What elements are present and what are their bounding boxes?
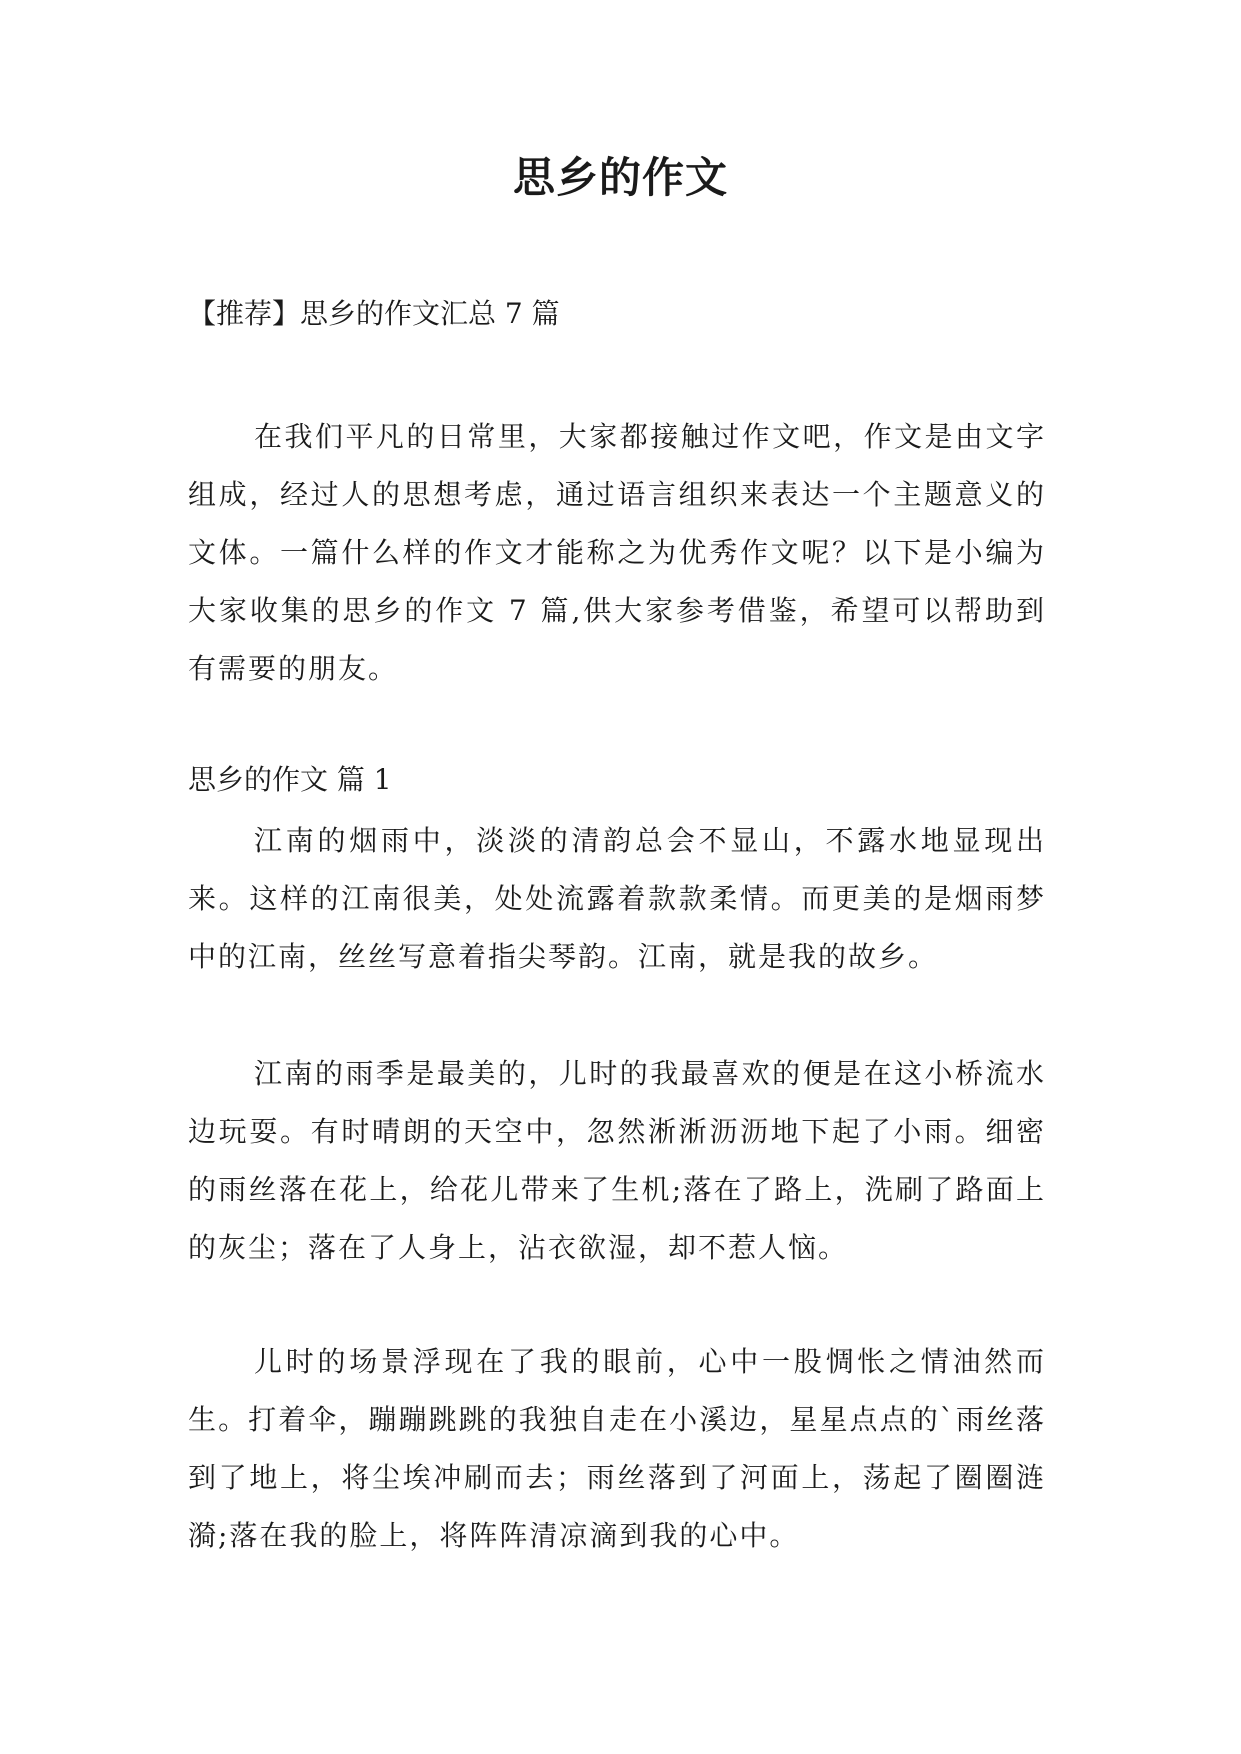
- body-paragraph: 江南的烟雨中，淡淡的清韵总会不显山，不露水地显现出来。这样的江南很美，处处流露着款款柔情。而更美的是烟雨梦中的江南，丝丝写意着指尖琴韵。江南，就是我的故乡。: [188, 824, 1046, 973]
- document-title: 思乡的作文: [512, 153, 728, 202]
- document-subtitle: 【推荐】思乡的作文汇总 7 篇: [188, 297, 560, 330]
- intro-paragraph: 在我们平凡的日常里，大家都接触过作文吧，作文是由文字组成，经过人的思想考虑，通过语言组织来表达一个主题意义的文体。一篇什么样的作文才能称之为优秀作文呢？以下是小编为大家收集的思乡的作文 7 篇,供大家参考借鉴，希望可以帮助到有需要的朋友。: [188, 420, 1046, 685]
- body-paragraph: 江南的雨季是最美的，儿时的我最喜欢的便是在这小桥流水边玩耍。有时晴朗的天空中，忽然淅淅沥沥地下起了小雨。细密的雨丝落在花上，给花儿带来了生机;落在了路上，洗刷了路面上的灰尘；落在了人身上，沾衣欲湿，却不惹人恼。: [188, 1057, 1046, 1264]
- section-heading: 思乡的作文 篇 1: [188, 763, 392, 796]
- body-paragraph: 儿时的场景浮现在了我的眼前，心中一股惆怅之情油然而生。打着伞，蹦蹦跳跳的我独自走在小溪边，星星点点的`雨丝落到了地上，将尘埃冲刷而去；雨丝落到了河面上，荡起了圈圈涟漪;落在我的脸上，将阵阵清凉滴到我的心中。: [188, 1345, 1046, 1552]
